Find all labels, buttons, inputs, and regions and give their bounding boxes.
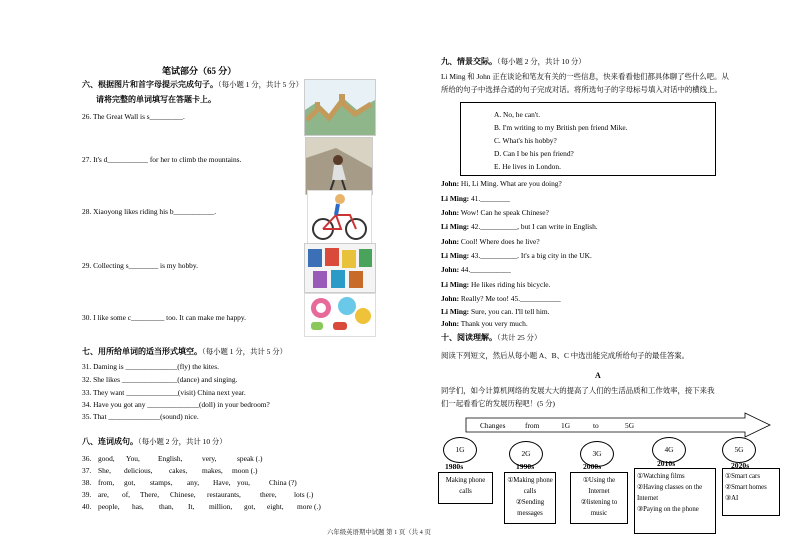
era-1980s: 1980s — [445, 462, 464, 471]
section7-heading: 七、用所给单词的适当形式填空。（每小题 1 分，共计 5 分） — [82, 347, 287, 356]
question-40: 40. people, has, than, It, million, got, eight, more (.) — [82, 502, 321, 511]
dialogue-line-6: Li Ming: 43.__________. It's a big city in the UK. — [441, 251, 592, 260]
era-1990s: 1990s — [516, 462, 535, 471]
arrow-word-from: from — [525, 421, 540, 430]
question-35: 35. That ______________(sound) nice. — [82, 412, 199, 421]
section10-instruction: 阅读下列短文，然后从每小题 A、B、C 中选出能完成所给句子的最佳答案。 — [441, 351, 690, 360]
dialogue-line-5: John: Cool! Where does he live? — [441, 237, 540, 246]
gen-5g-item-3: ③AI — [725, 495, 739, 502]
question-26: 26. The Great Wall is s_________. — [82, 112, 185, 121]
section9-intro-line2: 所给的句子中选择合适的句子完成对话。将所选句子的字母标号填入对话中的横线上。 — [441, 85, 722, 94]
section8-heading: 八、连词成句。（每小题 2 分，共计 10 分） — [82, 437, 227, 446]
question-39: 39. are, of, There, Chinese, restaurants, there, lots (.) — [82, 490, 314, 499]
dialogue-line-11: John: Thank you very much. — [441, 319, 528, 328]
dialogue-line-2: Li Ming: 41.________ — [441, 194, 510, 203]
dialogue-line-4: Li Ming: 42.__________, but I can write in English. — [441, 222, 598, 231]
dialogue-line-3: John: Wow! Can he speak Chinese? — [441, 208, 549, 217]
arrow-word-changes: Changes — [480, 421, 506, 430]
gen-2g-item-2: ②Sending messages — [515, 499, 545, 517]
written-part-title: 笔试部分（65 分） — [162, 66, 237, 76]
gen-1g-box — [438, 472, 493, 504]
dialogue-line-8: Li Ming: He likes riding his bicycle. — [441, 280, 551, 289]
question-31: 31. Daming is ______________(fly) the kites. — [82, 362, 219, 371]
section10-heading: 十、阅读理解。（共计 25 分） — [441, 333, 542, 342]
page-footer: 六年级英语期中试题 第 1 页（共 4 页 — [327, 529, 431, 536]
gen-5g-oval: 5G — [722, 437, 756, 463]
dialogue-line-7: John: 44.___________ — [441, 265, 511, 274]
gen-3g-item-1: ①Using the Internet — [582, 477, 616, 495]
gen-3g-item-2: ②listening to music — [580, 499, 618, 517]
gen-3g-oval: 3G — [580, 441, 614, 467]
gen-2g-box — [504, 472, 556, 524]
gen-4g-item-2: ②Having classes on the Internet — [637, 484, 703, 502]
option-d: D. Can I be his pen friend? — [494, 149, 574, 158]
gen-4g-item-1: ①Watching films — [637, 473, 685, 480]
question-36: 36. good, You, English, very, speak (.) — [82, 454, 263, 463]
question-34: 34. Have you got any ______________(doll) in your bedroom? — [82, 400, 270, 409]
gen-1g-item-1: Making phone calls — [445, 477, 486, 495]
question-27: 27. It's d___________ for her to climb the mountains. — [82, 155, 242, 164]
climbing-girl-picture — [305, 137, 373, 195]
option-e: E. He lives in London. — [494, 162, 561, 171]
option-c: C. What's his hobby? — [494, 136, 557, 145]
dialogue-line-9: John: Really? Me too! 45.___________ — [441, 294, 561, 303]
option-a: A. No, he can't. — [494, 110, 541, 119]
gen-4g-item-3: ③Paying on the phone — [637, 506, 699, 513]
section9-intro-line1: Li Ming 和 John 正在谈论和笔友有关的一些信息，快来看看他们都具体聊了些什么吧。从 — [441, 72, 729, 81]
gen-4g-box — [634, 468, 716, 534]
passage-a-label: A — [595, 371, 601, 380]
dialogue-line-1: John: Hi, Li Ming. What are you doing? — [441, 179, 562, 188]
option-b: B. I'm writing to my British pen friend Mike. — [494, 123, 628, 132]
gen-5g-item-2: ②Smart homes — [725, 484, 767, 491]
question-30: 30. I like some c_________ too. It can make me happy. — [82, 313, 246, 322]
question-29: 29. Collecting s________ is my hobby. — [82, 261, 198, 270]
passage-a-line2: 们一起看看它的发展历程吧！(5 分) — [441, 399, 555, 408]
era-2000s: 2000s — [583, 462, 602, 471]
gen-5g-item-1: ①Smart cars — [725, 473, 760, 480]
stamps-picture — [304, 243, 376, 293]
era-2010s: 2010s — [657, 459, 676, 468]
section6-subheading: 请将完整的单词填写在答题卡上。 — [96, 95, 216, 104]
era-2020s: 2020s — [731, 461, 750, 470]
gen-4g-oval: 4G — [652, 437, 686, 463]
question-28: 28. Xiaoyong likes riding his b___________. — [82, 207, 217, 216]
gen-1g-oval: 1G — [443, 437, 477, 463]
gen-3g-box — [570, 472, 628, 524]
section6-heading: 六、根据图片和首字母提示完成句子。（每小题 1 分，共计 5 分） — [82, 80, 303, 89]
dialogue-line-10: Li Ming: Sure, you can. I'll tell him. — [441, 307, 550, 316]
question-37: 37. She, delicious, cakes, makes, moon (.) — [82, 466, 258, 475]
question-33: 33. They want ______________(visit) China next year. — [82, 388, 246, 397]
question-32: 32. She likes _______________(dance) and singing. — [82, 375, 238, 384]
gen-2g-item-1: ①Making phone calls — [507, 477, 553, 495]
candy-picture — [304, 293, 376, 337]
arrow-word-5g: 5G — [625, 421, 635, 430]
passage-a-line1: 同学们，如今计算机网络的发展大大的提高了人们的生活品质和工作效率，接下来我 — [441, 386, 715, 395]
great-wall-picture — [304, 79, 376, 136]
gen-5g-box — [722, 468, 780, 516]
bicycle-picture — [307, 190, 372, 244]
arrow-word-to: to — [593, 421, 599, 430]
question-38: 38. from, got, stamps, any, Have, you, China (?) — [82, 478, 297, 487]
arrow-word-1g: 1G — [561, 421, 571, 430]
section9-heading: 九、情景交际。（每小题 2 分，共计 10 分） — [441, 57, 586, 66]
gen-2g-oval: 2G — [509, 441, 543, 467]
